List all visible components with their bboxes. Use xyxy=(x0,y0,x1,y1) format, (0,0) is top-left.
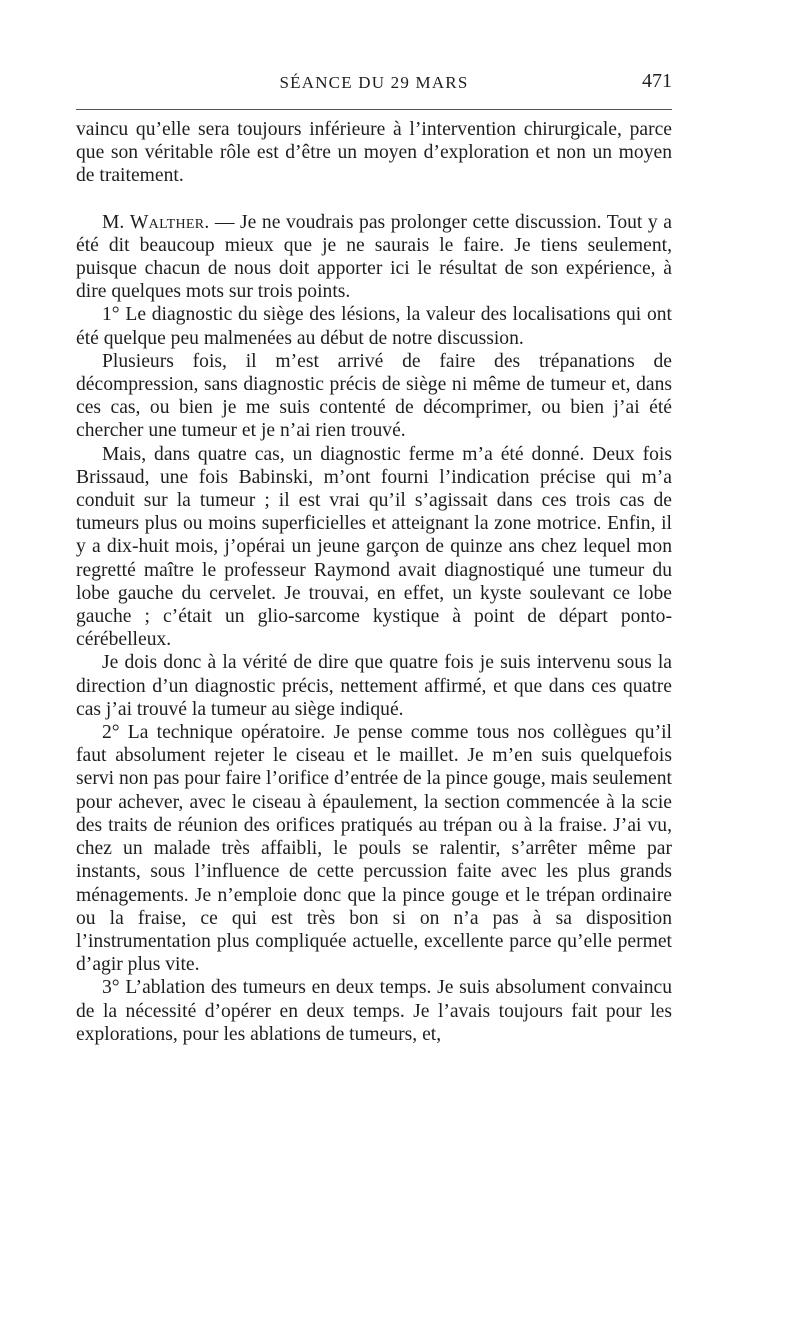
paragraph-continuation: vaincu qu’elle sera toujours inférieure à l’intervention chirurgicale, parce que son véritable rôle est d’être un moyen d’exploration et non un moyen de traitement. xyxy=(76,119,672,187)
paragraph-diagnosis-cases: Mais, dans quatre cas, un diagnostic ferme m’a été donné. Deux fois Brissaud, une fois Babinski, m’ont fourni l’indication précise qui m’a conduit sur la tumeur ; il est vrai qu’il s’agissait dans ces trois cas de tumeurs plus ou moins superficielles et atteignant la zone motrice. Enfin, il y a dix-huit mois, j’opérai un jeune garçon de quinze ans chez lequel mon regretté maître le professeur Raymond avait diagnostiqué une tumeur du lobe gauche du cervelet. Je trouvai, en effet, un kyste soulevant ce lobe gauche ; c’était un glio-sarcome kystique à point de départ ponto-cérébelleux. xyxy=(76,443,672,651)
body-text xyxy=(76,118,672,1046)
paragraph-speaker-walther xyxy=(76,211,672,304)
speaker-name: Walther xyxy=(129,211,205,233)
paragraph-point-3: 3° L’ablation des tumeurs en deux temps. Je suis absolument convaincu de la nécessité d’opérer en deux temps. Je l’avais toujours fait pour les explorations, pour les ablations de tumeurs, et, xyxy=(76,977,672,1045)
speaker-title: M. xyxy=(102,211,125,233)
header-rule xyxy=(76,109,672,110)
page-number: 471 xyxy=(642,70,672,92)
paragraph-conclusion: Je dois donc à la vérité de dire que quatre fois je suis intervenu sous la direction d’un diagnostic précis, nettement affirmé, et que dans ces quatre cas j’ai trouvé la tumeur au siège indiqué. xyxy=(76,652,672,720)
running-title: SÉANCE DU 29 MARS xyxy=(279,73,469,92)
paragraph-point-2: 2° La technique opératoire. Je pense comme tous nos collègues qu’il faut absolument rejeter le ciseau et le maillet. Je m’en suis quelquefois servi non pas pour faire l’orifice d’entrée de la pince gouge, mais seulement pour achever, avec le ciseau à épaulement, la section commencée à la scie des traits de réunion des orifices pratiqués au trépan ou à la fraise. J’ai vu, chez un malade très affaibli, le pouls se ralentir, s’arrêter même par instants, sous l’influence de cette percussion faite avec les plus grands ménagements. Je n’emploie donc que la pince gouge et le trépan ordinaire ou la fraise, ce qui est très bon si on n’a pas à sa disposition l’instrumentation plus compliquée actuelle, excellente parce qu’elle permet d’agir plus vite. xyxy=(76,722,672,976)
paragraph-point-1: 1° Le diagnostic du siège des lésions, la valeur des localisations qui ont été quelque peu malmenées au début de notre discussion. xyxy=(76,304,672,349)
running-header xyxy=(76,70,672,98)
paragraph-decompression: Plusieurs fois, il m’est arrivé de faire des trépanations de décompression, sans diagnostic précis de siège ni même de tumeur et, dans ces cas, ou bien je me suis contenté de décomprimer, ou bien j’ai été chercher une tumeur et je n’ai rien trouvé. xyxy=(76,350,672,442)
speaker-text: . — Je ne voudrais pas prolonger cette discussion. Tout y a été dit beaucoup mieux que je ne saurais le faire. Je tiens seulement, puisque chacun de nous doit apporter ici le résultat de son expérience, à dire quelques mots sur trois points. xyxy=(76,211,672,303)
